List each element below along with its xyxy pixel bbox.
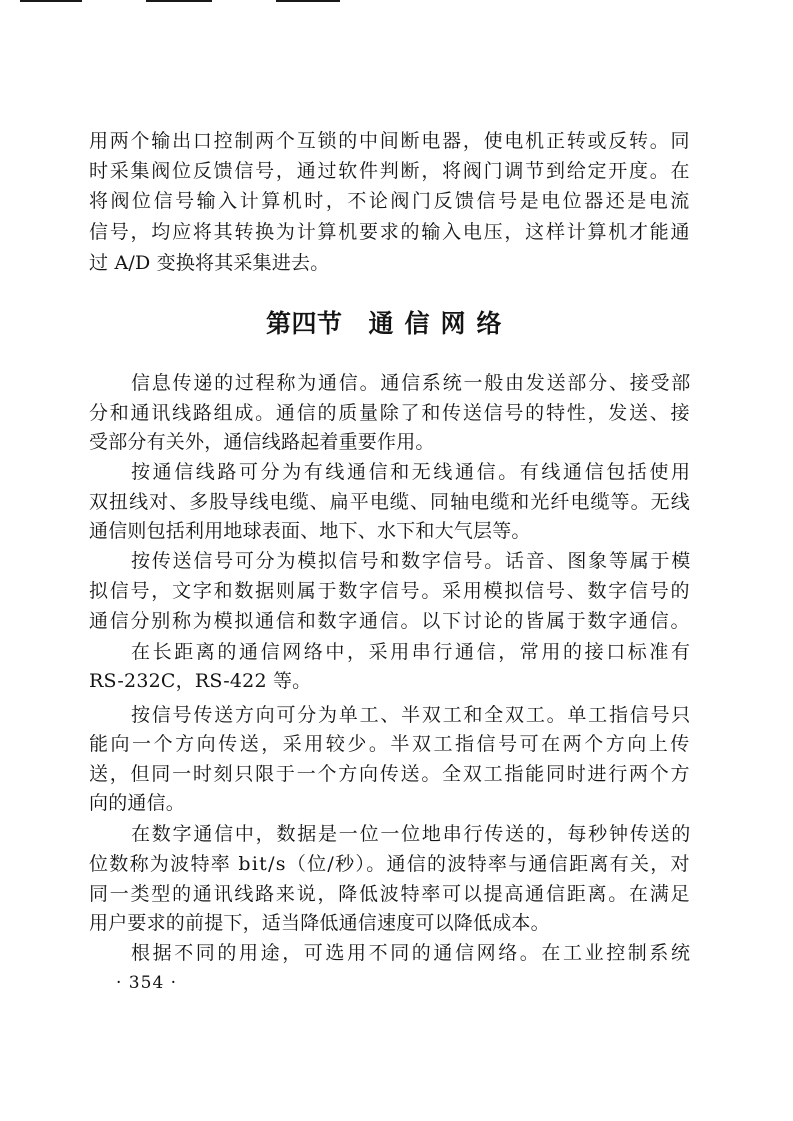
body-line-8: 拟信号，文字和数据则属于数字信号。采用模拟信号、数字信号的 — [89, 580, 692, 602]
body-line-13: 能向一个方向传送，采用较少。半双工指信号可在两个方向上传 — [89, 733, 692, 755]
body-line-15: 向的通信。 — [89, 792, 186, 814]
intro-line-1: 用两个输出口控制两个互锁的中间断电器，使电机正转或反转。同 — [89, 130, 692, 152]
intro-line-5: 过 A/D 变换将其采集进去。 — [89, 252, 330, 274]
body-line-5: 双扭线对、多股导线电缆、扁平电缆、同轴电缆和光纤电缆等。无线 — [89, 491, 691, 513]
top-rule-2 — [146, 0, 212, 2]
body-line-6: 通信则包括利用地球表面、地下、水下和大气层等。 — [89, 520, 531, 542]
body-line-9: 通信分别称为模拟通信和数字通信。以下讨论的皆属于数字通信。 — [89, 610, 692, 632]
page-number: · 354 · — [116, 973, 178, 993]
intro-line-3: 将阀位信号输入计算机时，不论阀门反馈信号是电位器还是电流 — [89, 190, 692, 212]
intro-line-2: 时采集阀位反馈信号，通过软件判断，将阀门调节到给定开度。在 — [89, 160, 692, 182]
intro-line-4: 信号，均应将其转换为计算机要求的输入电压，这样计算机才能通 — [89, 221, 692, 243]
body-line-1: 信息传递的过程称为通信。通信系统一般由发送部分、接受部 — [131, 372, 693, 394]
body-line-16: 在数字通信中，数据是一位一位地串行传送的，每秒钟传送的 — [131, 823, 693, 845]
body-line-17: 位数称为波特率 bit/s（位/秒）。通信的波特率与通信距离有关，对 — [89, 853, 691, 875]
section-number: 第四节 — [266, 309, 343, 338]
body-line-7: 按传送信号可分为模拟信号和数字信号。话音、图象等属于模 — [131, 550, 693, 572]
body-line-10: 在长距离的通信网络中，采用串行通信，常用的接口标准有 — [131, 641, 693, 663]
body-line-14: 送，但同一时刻只限于一个方向传送。全双工指能同时进行两个方 — [89, 763, 692, 785]
body-line-20: 根据不同的用途，可选用不同的通信网络。在工业控制系统 — [131, 942, 693, 964]
body-line-19: 用户要求的前提下，适当降低通信速度可以降低成本。 — [89, 912, 550, 934]
section-title: 通信网络 — [368, 309, 513, 338]
top-rule-3 — [276, 0, 340, 2]
body-line-12: 按信号传送方向可分为单工、半双工和全双工。单工指信号只 — [131, 704, 693, 726]
section-heading — [266, 308, 513, 340]
body-line-4: 按通信线路可分为有线通信和无线通信。有线通信包括使用 — [131, 461, 693, 483]
body-line-3: 受部分有关外，通信线路起着重要作用。 — [89, 431, 435, 453]
top-rule-1 — [20, 0, 82, 2]
body-line-2: 分和通讯线路组成。通信的质量除了和传送信号的特性，发送、接 — [89, 402, 692, 424]
body-line-18: 同一类型的通讯线路来说，降低波特率可以提高通信距离。在满足 — [89, 883, 692, 905]
body-line-11: RS-232C，RS-422 等。 — [89, 670, 312, 692]
